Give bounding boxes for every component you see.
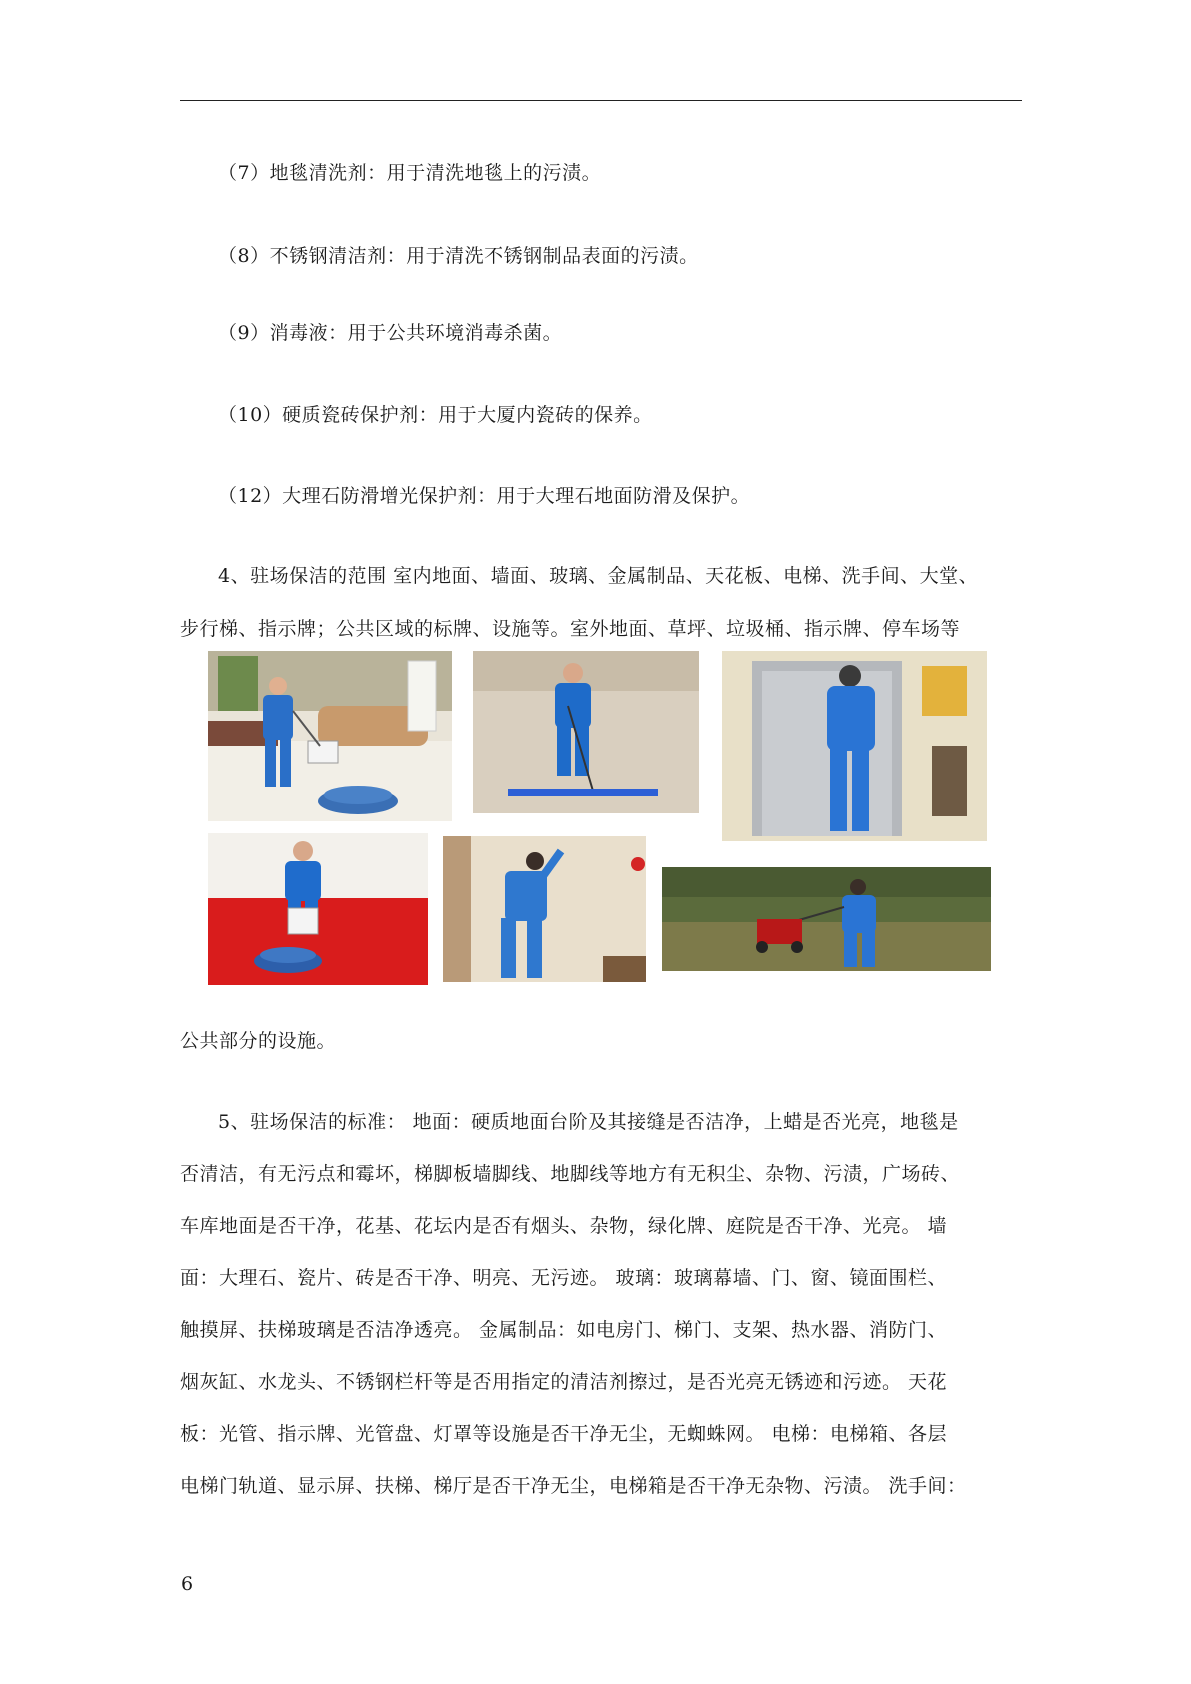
section4-line3: 公共部分的设施。 (180, 1030, 337, 1052)
photo-elevator (722, 651, 987, 841)
photo-floor-polishing (208, 651, 452, 821)
photo-carpet-cleaning (208, 833, 428, 985)
section5-line2: 否清洁，有无污点和霉坏，梯脚板墙脚线、地脚线等地方有无积尘、杂物、污渍，广场砖、 (180, 1163, 961, 1185)
section5-line5: 触摸屏、扶梯玻璃是否洁净透亮。 金属制品：如电房门、梯门、支架、热水器、消防门、 (180, 1319, 948, 1341)
section5-line6: 烟灰缸、水龙头、不锈钢栏杆等是否用指定的清洁剂擦过，是否光亮无锈迹和污迹。 天花 (180, 1371, 948, 1393)
section4-line2: 步行梯、指示牌；公共区域的标牌、设施等。室外地面、草坪、垃圾桶、指示牌、停车场等 (180, 618, 961, 640)
photo-mopping (473, 651, 699, 813)
item-8: （8）不锈钢清洁剂：用于清洗不锈钢制品表面的污渍。 (218, 245, 699, 267)
photo-wall-wiping (443, 836, 646, 982)
page-number: 6 (181, 1573, 194, 1595)
section4-line1: 4、驻场保洁的范围 室内地面、墙面、玻璃、金属制品、天花板、电梯、洗手间、大堂、 (218, 565, 979, 587)
section5-line1: 5、驻场保洁的标准： 地面：硬质地面台阶及其接缝是否洁净，上蜡是否光亮，地毯是 (218, 1111, 959, 1133)
section5-line3: 车库地面是否干净，花基、花坛内是否有烟头、杂物，绿化牌、庭院是否干净、光亮。 墙 (180, 1215, 948, 1237)
header-rule (180, 100, 1022, 101)
item-7: （7）地毯清洗剂：用于清洗地毯上的污渍。 (218, 162, 602, 184)
section5-line8: 电梯门轨道、显示屏、扶梯、梯厅是否干净无尘，电梯箱是否干净无杂物、污渍。 洗手间： (180, 1475, 967, 1497)
item-12: （12）大理石防滑增光保护剂：用于大理石地面防滑及保护。 (218, 485, 751, 507)
item-9: （9）消毒液：用于公共环境消毒杀菌。 (218, 322, 563, 344)
photo-lawn-mowing (662, 867, 991, 971)
section5-line4: 面：大理石、瓷片、砖是否干净、明亮、无污迹。 玻璃：玻璃幕墙、门、窗、镜面围栏、 (180, 1267, 948, 1289)
item-10: （10）硬质瓷砖保护剂：用于大厦内瓷砖的保养。 (218, 404, 653, 426)
section5-line7: 板：光管、指示牌、光管盘、灯罩等设施是否干净无尘，无蜘蛛网。 电梯：电梯箱、各层 (180, 1423, 948, 1445)
